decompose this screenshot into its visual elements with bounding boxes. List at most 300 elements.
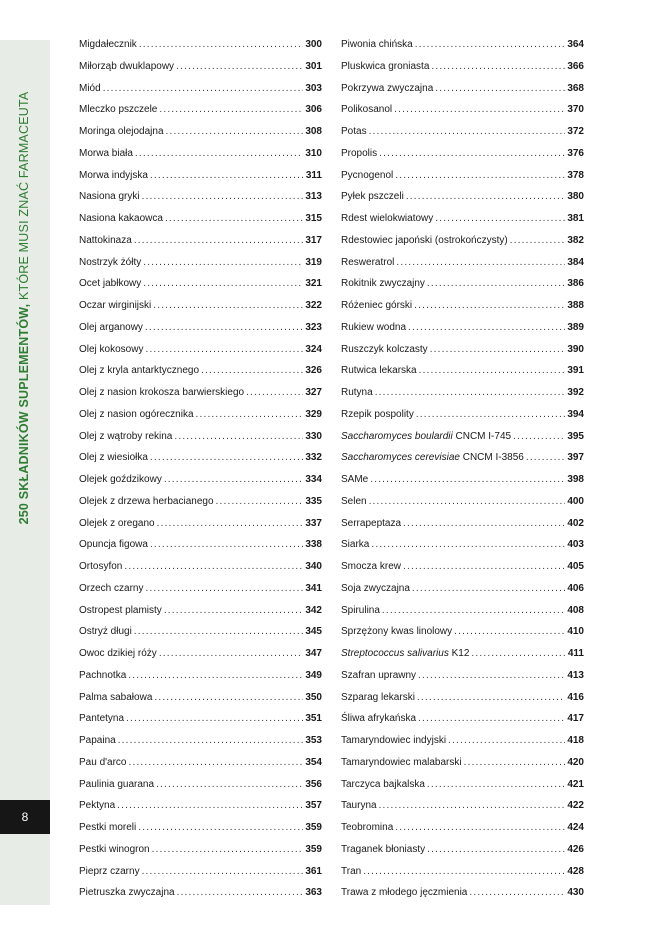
index-entry: [79, 121, 322, 143]
entry-name-rest: CNCM I-3856: [459, 452, 524, 464]
entry-page-number: 357: [305, 800, 322, 812]
entry-name: Olej z wątroby rekina: [79, 430, 173, 442]
index-entry: [341, 143, 584, 165]
index-entry: [341, 426, 584, 448]
entry-page-number: 395: [567, 430, 584, 442]
entry-name: Pantetyna: [79, 713, 125, 725]
entry-page-number: 301: [305, 60, 322, 72]
dot-leader: [395, 817, 565, 839]
index-entry: [79, 534, 322, 556]
index-entry: [341, 665, 584, 687]
index-entry: [79, 730, 322, 752]
entry-page-number: 400: [567, 495, 584, 507]
index-entry: [341, 252, 584, 274]
index-entry: [341, 687, 584, 709]
entry-name: Selen: [341, 495, 367, 507]
entry-name: Polikosanol: [341, 104, 393, 116]
entry-page-number: 334: [305, 474, 322, 485]
dot-leader: [371, 534, 565, 556]
entry-page-number: 386: [567, 278, 584, 290]
entry-name: Migdałecznik: [79, 39, 137, 50]
entry-page-number: 380: [567, 191, 584, 203]
entry-name: Śliwa afrykańska: [341, 713, 417, 725]
entry-name: Rokitnik zwyczajny: [341, 278, 425, 290]
entry-page-number: 319: [305, 256, 322, 268]
dot-leader: [418, 665, 565, 687]
entry-name: Tamaryndowiec malabarski: [341, 756, 462, 768]
dot-leader: [103, 78, 304, 100]
entry-name-italic: Streptococcus salivarius: [341, 648, 449, 659]
index-entry: [341, 186, 584, 208]
index-entry: [341, 404, 584, 426]
entry-name: Nasiona gryki: [79, 191, 140, 203]
dot-leader: [145, 317, 303, 339]
dot-leader: [403, 556, 565, 578]
dot-leader: [418, 708, 565, 730]
entry-page-number: 349: [305, 669, 322, 681]
entry-page-number: 330: [305, 430, 322, 442]
index-entry: [79, 230, 322, 252]
index-entry: [79, 665, 322, 687]
entry-page-number: 326: [305, 365, 322, 377]
entry-name: Tamaryndowiec indyjski: [341, 735, 447, 746]
book-title-bold: 250 SKŁADNIKÓW SUPLEMENTÓW,: [17, 303, 31, 525]
dot-leader: [396, 252, 565, 274]
entry-name: Pestki moreli: [79, 822, 137, 833]
index-entry: [341, 230, 584, 252]
entry-page-number: 398: [567, 474, 584, 485]
index-entry: [79, 861, 322, 883]
dot-leader: [153, 295, 303, 317]
entry-name-rest: K12: [448, 648, 470, 659]
index-entry: [79, 817, 322, 839]
entry-name: Smocza krew: [341, 561, 402, 572]
index-entry: [79, 687, 322, 709]
index-entry: [79, 339, 322, 361]
entry-name: SAMe: [341, 474, 369, 485]
entry-name: Papaina: [79, 735, 116, 746]
entry-page-number: 397: [567, 452, 584, 464]
dot-leader: [412, 578, 565, 600]
dot-leader: [118, 730, 304, 752]
entry-page-number: 323: [305, 321, 322, 333]
entry-page-number: 391: [567, 365, 584, 377]
dot-leader: [510, 230, 566, 252]
dot-leader: [134, 621, 304, 643]
dot-leader: [159, 99, 303, 121]
index-entry: [79, 600, 322, 622]
entry-page-number: 306: [305, 104, 322, 116]
entry-page-number: 321: [305, 278, 322, 290]
index-entry: [341, 491, 584, 513]
entry-page-number: 388: [567, 300, 584, 311]
entry-name: Rutyna: [341, 387, 373, 398]
entry-name: Rzepik pospolity: [341, 408, 414, 420]
entry-page-number: 351: [305, 713, 322, 725]
book-title-vertical: [17, 92, 31, 525]
entry-page-number: 413: [567, 669, 584, 681]
index-entry: [341, 382, 584, 404]
dot-leader: [419, 360, 566, 382]
dot-leader: [216, 491, 304, 513]
book-title-rest: KTÓRE MUSI ZNAĆ FARMACEUTA: [17, 91, 31, 304]
entry-page-number: 372: [567, 126, 584, 137]
entry-name: Orzech czarny: [79, 582, 144, 594]
entry-page-number: 313: [305, 191, 322, 203]
entry-name: Ostropest plamisty: [79, 604, 162, 616]
index-entry: [79, 752, 322, 774]
index-entry: [341, 447, 584, 469]
index-entry: [341, 839, 584, 861]
entry-page-number: 403: [567, 539, 584, 551]
entry-page-number: 421: [567, 778, 584, 790]
dot-leader: [394, 99, 565, 121]
entry-page-number: 361: [305, 865, 322, 877]
entry-name: Pycnogenol: [341, 169, 394, 181]
entry-page-number: 347: [305, 648, 322, 659]
entry-page-number: 324: [305, 343, 322, 355]
dot-leader: [145, 339, 303, 361]
index-entry: [79, 469, 322, 491]
index-entry: [79, 78, 322, 100]
index-entry: [79, 578, 322, 600]
dot-leader: [166, 121, 304, 143]
index-entry: [341, 708, 584, 730]
index-entry: [79, 165, 322, 187]
entry-page-number: 359: [305, 843, 322, 855]
entry-name: Olej z nasion krokosza barwierskiego: [79, 387, 245, 398]
entry-name: Olejek z drzewa herbacianego: [79, 495, 214, 507]
dot-leader: [177, 882, 304, 904]
entry-name: Miód: [79, 82, 101, 94]
entry-name-rest: CNCM I-745: [452, 430, 512, 442]
index-entry: [341, 817, 584, 839]
dot-leader: [379, 143, 565, 165]
entry-page-number: 354: [305, 756, 322, 768]
entry-page-number: 327: [305, 387, 322, 398]
index-entry: [341, 578, 584, 600]
dot-leader: [145, 578, 303, 600]
dot-leader: [157, 513, 304, 535]
index-entry: [341, 621, 584, 643]
index-entry: [79, 404, 322, 426]
entry-name: Traganek błoniasty: [341, 843, 426, 855]
dot-leader: [124, 556, 303, 578]
index-entry: [341, 273, 584, 295]
index-entry: [79, 839, 322, 861]
entry-name-italic: Saccharomyces cerevisiae: [341, 452, 460, 464]
dot-leader: [126, 708, 303, 730]
entry-name: Szafran uprawny: [341, 669, 417, 681]
entry-page-number: 382: [567, 234, 584, 246]
entry-page-number: 417: [567, 713, 584, 725]
entry-name: Sprzężony kwas linolowy: [341, 626, 453, 638]
entry-name: [341, 426, 511, 448]
entry-name: Olej kokosowy: [79, 343, 144, 355]
dot-leader: [143, 273, 303, 295]
entry-name: Nostrzyk żółty: [79, 256, 142, 268]
dot-leader: [201, 360, 303, 382]
entry-name: Opuncja figowa: [79, 539, 148, 551]
index-entry: [79, 208, 322, 230]
entry-name: Rutwica lekarska: [341, 365, 417, 377]
dot-leader: [143, 252, 303, 274]
index-entry: [79, 795, 322, 817]
entry-page-number: 426: [567, 843, 584, 855]
entry-name: Pestki winogron: [79, 843, 150, 855]
dot-leader: [164, 600, 304, 622]
index-entry: [341, 469, 584, 491]
dot-leader: [414, 295, 565, 317]
dot-leader: [164, 469, 304, 491]
index-entry: [341, 360, 584, 382]
dot-leader: [430, 339, 566, 361]
entry-name: Tarczyca bajkalska: [341, 778, 425, 790]
entry-name: Szparag lekarski: [341, 691, 415, 703]
entry-name: Pieprz czarny: [79, 865, 140, 877]
dot-leader: [150, 534, 303, 556]
entry-page-number: 338: [305, 539, 322, 551]
entry-name: Rukiew wodna: [341, 321, 407, 333]
entry-name: Resweratrol: [341, 256, 395, 268]
entry-name: Olejek goździkowy: [79, 474, 162, 485]
index-entry: [79, 708, 322, 730]
entry-page-number: 300: [305, 39, 322, 50]
dot-leader: [379, 795, 566, 817]
entry-page-number: 350: [305, 691, 322, 703]
entry-page-number: 364: [567, 39, 584, 50]
index-entry: [79, 621, 322, 643]
entry-page-number: 363: [305, 887, 322, 899]
entry-name: Serrapeptaza: [341, 517, 402, 529]
entry-page-number: 303: [305, 82, 322, 94]
index-entry: [341, 774, 584, 796]
index-entry: [341, 99, 584, 121]
dot-leader: [369, 491, 566, 513]
entry-name: Ostryż długi: [79, 626, 132, 638]
entry-page-number: 317: [305, 234, 322, 246]
entry-name: Ocet jabłkowy: [79, 278, 142, 290]
entry-name: Paulinia guarana: [79, 778, 155, 790]
entry-page-number: 378: [567, 169, 584, 181]
index-entry: [79, 273, 322, 295]
entry-page-number: 353: [305, 735, 322, 746]
dot-leader: [165, 208, 303, 230]
dot-leader: [427, 774, 565, 796]
entry-name: Różeniec górski: [341, 300, 413, 311]
entry-page-number: 416: [567, 691, 584, 703]
entry-name: Palma sabałowa: [79, 691, 153, 703]
entry-page-number: 422: [567, 800, 584, 812]
dot-leader: [416, 404, 566, 426]
index-entry: [79, 252, 322, 274]
entry-name: Piwonia chińska: [341, 39, 413, 50]
entry-name: Owoc dzikiej róży: [79, 648, 157, 659]
dot-leader: [363, 861, 565, 883]
index-entry: [341, 34, 584, 56]
index-entry: [79, 382, 322, 404]
index-entry: [341, 295, 584, 317]
entry-name: Rdestowiec japoński (ostrokończysty): [341, 234, 508, 246]
dot-leader: [128, 665, 303, 687]
dot-leader: [150, 447, 303, 469]
entry-name: Spirulina: [341, 604, 380, 616]
entry-page-number: 402: [567, 517, 584, 529]
entry-name: Nattokinaza: [79, 234, 132, 246]
entry-page-number: 428: [567, 865, 584, 877]
entry-page-number: 359: [305, 822, 322, 833]
entry-name: [341, 447, 524, 469]
index-entry: [341, 208, 584, 230]
entry-page-number: 420: [567, 756, 584, 768]
index-entry: [79, 99, 322, 121]
index-entry: [341, 861, 584, 883]
sidebar: [0, 40, 50, 905]
index-entry: [79, 317, 322, 339]
dot-leader: [159, 643, 304, 665]
entry-page-number: 366: [567, 60, 584, 72]
entry-page-number: 384: [567, 256, 584, 268]
entry-page-number: 408: [567, 604, 584, 616]
entry-name: Ruszczyk kolczasty: [341, 343, 428, 355]
dot-leader: [138, 817, 303, 839]
index-column-left: [79, 34, 322, 904]
entry-name: Oczar wirginijski: [79, 300, 152, 311]
entry-name: Tauryna: [341, 800, 377, 812]
entry-name: Pau d'arco: [79, 756, 127, 768]
entry-name: Tran: [341, 865, 362, 877]
dot-leader: [454, 621, 565, 643]
entry-name: Pokrzywa zwyczajna: [341, 82, 434, 94]
dot-leader: [117, 795, 303, 817]
index-entry: [79, 426, 322, 448]
entry-name: Potas: [341, 126, 367, 137]
dot-leader: [375, 382, 566, 404]
dot-leader: [176, 56, 303, 78]
entry-page-number: 376: [567, 147, 584, 159]
index-entry: [341, 165, 584, 187]
entry-page-number: 370: [567, 104, 584, 116]
index-entry: [79, 491, 322, 513]
index-entry: [79, 882, 322, 904]
dot-leader: [135, 143, 303, 165]
index-entry: [79, 295, 322, 317]
index-entry: [341, 730, 584, 752]
dot-leader: [134, 230, 304, 252]
entry-page-number: 424: [567, 822, 584, 833]
dot-leader: [369, 121, 566, 143]
entry-page-number: 345: [305, 626, 322, 638]
dot-leader: [382, 600, 565, 622]
dot-leader: [406, 186, 566, 208]
entry-name: Moringa olejodajna: [79, 126, 164, 137]
entry-page-number: 405: [567, 561, 584, 572]
index-entry: [341, 78, 584, 100]
dot-leader: [526, 447, 565, 469]
dot-leader: [448, 730, 565, 752]
dot-leader: [142, 186, 304, 208]
dot-leader: [154, 687, 303, 709]
index-entry: [79, 360, 322, 382]
dot-leader: [431, 56, 565, 78]
index-entry: [79, 774, 322, 796]
dot-leader: [196, 404, 304, 426]
entry-name: Morwa biała: [79, 147, 133, 159]
entry-name: Ortosyfon: [79, 561, 123, 572]
entry-name: Morwa indyjska: [79, 169, 148, 181]
entry-name: Olej z kryla antarktycznego: [79, 365, 200, 377]
dot-leader: [150, 165, 304, 187]
entry-name: Olejek z oregano: [79, 517, 155, 529]
entry-name: Pektyna: [79, 800, 116, 812]
dot-leader: [395, 165, 565, 187]
index-entry: [79, 643, 322, 665]
index-entry: [79, 186, 322, 208]
entry-name: [341, 643, 469, 665]
index-entry: [79, 513, 322, 535]
entry-name: Pietruszka zwyczajna: [79, 887, 175, 899]
entry-page-number: 430: [567, 887, 584, 899]
entry-name: Soja zwyczajna: [341, 582, 410, 594]
index-entry: [341, 752, 584, 774]
entry-name: Pachnotka: [79, 669, 127, 681]
dot-leader: [435, 78, 565, 100]
entry-page-number: 381: [567, 213, 584, 224]
dot-leader: [152, 839, 304, 861]
entry-page-number: 311: [305, 169, 322, 181]
entry-page-number: 368: [567, 82, 584, 94]
entry-page-number: 308: [305, 126, 322, 137]
entry-page-number: 356: [305, 778, 322, 790]
index-entry: [341, 56, 584, 78]
dot-leader: [415, 34, 566, 56]
dot-leader: [417, 687, 565, 709]
entry-name: Rdest wielokwiatowy: [341, 213, 434, 224]
dot-leader: [142, 861, 304, 883]
entry-page-number: 392: [567, 387, 584, 398]
index-entry: [341, 513, 584, 535]
entry-page-number: 389: [567, 321, 584, 333]
entry-name: Teobromina: [341, 822, 394, 833]
index-entry: [341, 795, 584, 817]
dot-leader: [427, 273, 565, 295]
dot-leader: [156, 774, 303, 796]
page-number: 8: [0, 800, 50, 834]
entry-name: Olej z wiesiołka: [79, 452, 148, 464]
index-entry: [79, 556, 322, 578]
entry-page-number: 390: [567, 343, 584, 355]
entry-page-number: 410: [567, 626, 584, 638]
index-column-right: [341, 34, 584, 904]
entry-name: Olej z nasion ogórecznika: [79, 408, 194, 420]
entry-page-number: 340: [305, 561, 322, 572]
entry-name-italic: Saccharomyces boulardii: [341, 430, 453, 442]
dot-leader: [403, 513, 565, 535]
index-entry: [341, 643, 584, 665]
entry-name: Siarka: [341, 539, 370, 551]
index-entry: [341, 600, 584, 622]
index-entry: [341, 534, 584, 556]
entry-page-number: 418: [567, 735, 584, 746]
entry-page-number: 337: [305, 517, 322, 529]
index-entry: [79, 34, 322, 56]
dot-leader: [471, 643, 565, 665]
dot-leader: [129, 752, 304, 774]
dot-leader: [246, 382, 303, 404]
entry-name: Propolis: [341, 147, 378, 159]
entry-name: Olej arganowy: [79, 321, 143, 333]
dot-leader: [174, 426, 303, 448]
